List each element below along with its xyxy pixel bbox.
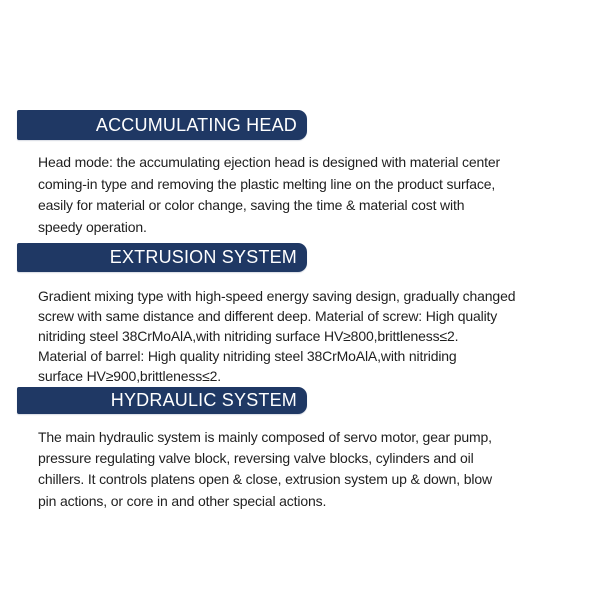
body-line: easily for material or color change, saving the time & material cost with [38,197,465,214]
section-body-hydraulic-system [38,427,578,512]
section-banner-hydraulic-system [17,387,307,414]
section-title: EXTRUSION SYSTEM [109,247,297,267]
section-body-extrusion-system [38,286,578,386]
body-line: nitriding steel 38CrMoAlA,with nitriding surface HV≥800,brittleness≤2. [38,328,459,344]
section-banner-accumulating-head [17,110,307,140]
body-line: speedy operation. [38,219,147,236]
body-line: pressure regulating valve block, reversing valve blocks, cylinders and oil [38,450,474,467]
body-line: surface HV≥900,brittleness≤2. [38,368,221,384]
body-line: pin actions, or core in and other special actions. [38,492,327,509]
section-title: HYDRAULIC SYSTEM [110,390,297,410]
body-line: coming-in type and removing the plastic melting line on the product surface, [38,175,496,192]
body-line: Material of barrel: High quality nitriding steel 38CrMoAlA,with nitriding [38,348,457,364]
section-banner-extrusion-system [17,243,307,272]
body-line: chillers. It controls platens open & close, extrusion system up & down, blow [38,471,492,488]
section-title: ACCUMULATING HEAD [95,114,297,135]
body-line: Gradient mixing type with high-speed energy saving design, gradually changed [38,288,516,304]
body-line: screw with same distance and different deep. Material of screw: High quality [38,308,498,324]
body-line: The main hydraulic system is mainly composed of servo motor, gear pump, [38,429,492,445]
section-body-accumulating-head [38,152,578,239]
body-line: Head mode: the accumulating ejection head is designed with material center [38,154,501,170]
